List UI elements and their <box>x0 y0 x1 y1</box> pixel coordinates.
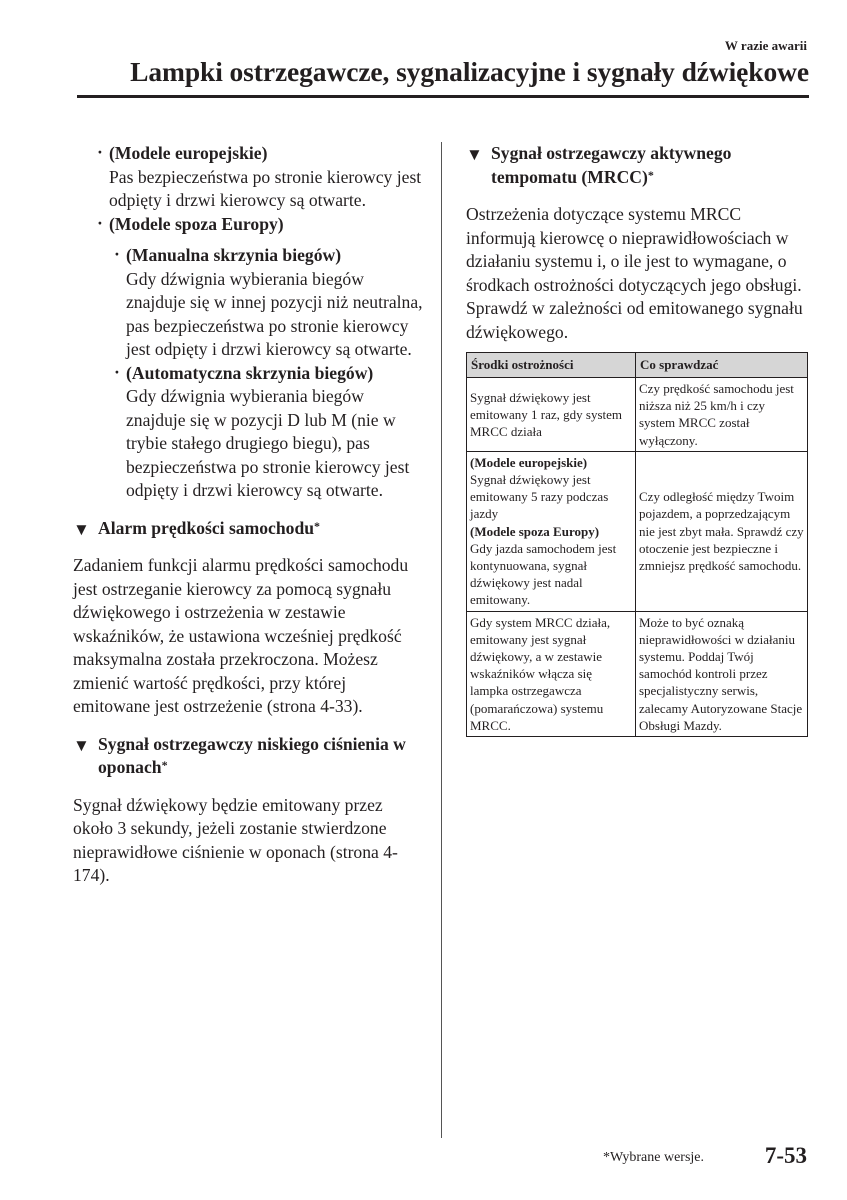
optional-star: * <box>314 518 321 533</box>
cell-text: Sygnał dźwiękowy jest emitowany 5 razy podczas jazdy <box>470 472 609 522</box>
table-cell: Czy odległość między Twoim pojazdem, a poprzedzającym nie jest zbyt mała. Sprawdź czy otoczenie jest bezpieczne i zmniejsz prędkość samochodu. <box>636 451 808 611</box>
bullet-text: Pas bezpieczeństwa po stronie kierowcy jest odpięty i drzwi kierowcy są otwarte. <box>109 166 422 210</box>
bullet-manual-gearbox <box>73 244 423 362</box>
speed-alarm-text: Zadaniem funkcji alarmu prędkości samochodu jest ostrzeganie kierowcy za pomocą sygnału dźwiękowego i ostrzeżenia w zestawie wskaźników, że ustawiona wcześniej prędkość maksymalna została przekroczona. Możesz zmienić wartość prędkości, przy której emitowane jest ostrzeżenie (strona 4-33). <box>73 555 409 716</box>
table-cell: Czy prędkość samochodu jest niższa niż 25 km/h i czy system MRCC został wyłączony. <box>636 378 808 452</box>
bullet-dot: · <box>114 361 120 382</box>
right-column <box>466 142 808 737</box>
table-header-row <box>467 353 808 378</box>
heading-text: Sygnał ostrzegawczy aktywnego tempomatu (MRCC) <box>491 143 732 187</box>
table-cell: Sygnał dźwiękowy jest emitowany 1 raz, gdy system MRCC działa <box>467 378 636 452</box>
heading-text: Sygnał ostrzegawczy niskiego ciśnienia w oponach <box>98 733 406 777</box>
bullet-non-european-models <box>73 213 423 237</box>
bullet-text: Gdy dźwignia wybierania biegów znajduje się w innej pozycji niż neutralna, pas bezpieczeństwa po stronie kierowcy jest odpięty i drzwi kierowcy są otwarte. <box>126 268 423 359</box>
table-header-what-to-check: Co sprawdzać <box>636 353 808 378</box>
bullet-dot: · <box>114 244 120 264</box>
bullet-heading: (Modele spoza Europy) <box>109 213 284 234</box>
bullet-dot: · <box>97 142 103 162</box>
optional-star: * <box>161 758 168 772</box>
table-header-precautions: Środki ostrożności <box>467 353 636 378</box>
mrcc-text-1: Ostrzeżenia dotyczące systemu MRCC informują kierowcę o nieprawidłowościach w działaniu systemu i, o ile jest to wymagane, o środkach ostrożności dotyczących jego obsługi. <box>466 204 802 295</box>
left-column <box>73 142 423 888</box>
page-number: 7-53 <box>764 1143 807 1168</box>
heading-mrcc <box>466 142 808 189</box>
table-row <box>467 451 808 611</box>
cell-text: Gdy jazda samochodem jest kontynuowana, sygnał dźwiękowy jest nadal emitowany. <box>470 540 617 608</box>
table-row <box>467 611 808 736</box>
table-cell: Może to być oznaką nieprawidłowości w działaniu systemu. Poddaj Twój samochód kontroli przez specjalistyczny serwis, zalecamy Autoryzowane Stacje Obsługi Mazdy. <box>636 611 808 736</box>
bullet-heading: (Automatyczna skrzynia biegów) <box>126 362 374 383</box>
optional-star: * <box>647 167 654 182</box>
table-cell: Gdy system MRCC działa, emitowany jest sygnał dźwiękowy, a w zestawie wskaźników włącza się lampka ostrzegawcza (pomarańczowa) systemu MRCC. <box>467 611 636 736</box>
bullet-heading: (Modele europejskie) <box>109 143 268 163</box>
table-cell <box>467 451 636 611</box>
tyre-pressure-text: Sygnał dźwiękowy będzie emitowany przez około 3 sekundy, jeżeli zostanie stwierdzone nieprawidłowe ciśnienie w oponach (strona 4-174). <box>73 794 398 885</box>
triangle-down-icon: ▼ <box>73 735 90 755</box>
triangle-down-icon: ▼ <box>73 519 90 539</box>
page-title: Lampki ostrzegawcze, sygnalizacyjne i sygnały dźwiękowe <box>130 56 809 87</box>
cell-heading: (Modele europejskie) <box>470 454 588 470</box>
heading-tyre-pressure <box>73 733 423 780</box>
heading-speed-alarm <box>73 517 423 541</box>
section-label: W razie awarii <box>724 38 807 53</box>
mrcc-check-table <box>466 352 808 737</box>
bullet-dot: · <box>97 212 103 233</box>
bullet-automatic-gearbox <box>73 362 423 503</box>
triangle-down-icon: ▼ <box>466 145 483 164</box>
footer-note: *Wybrane wersje. <box>603 1150 705 1165</box>
cell-heading: (Modele spoza Europy) <box>470 523 600 539</box>
title-rule <box>77 95 809 98</box>
table-row <box>467 378 808 452</box>
bullet-heading: (Manualna skrzynia biegów) <box>126 245 342 265</box>
bullet-text: Gdy dźwignia wybierania biegów znajduje się w pozycji D lub M (nie w trybie stałego drugiego biegu), pas bezpieczeństwa po stronie kierowcy jest odpięty i drzwi kierowcy są otwarte. <box>126 386 410 500</box>
heading-text: Alarm prędkości samochodu <box>98 517 315 538</box>
column-divider <box>441 142 442 1138</box>
mrcc-text-2: Sprawdź w zależności od emitowanego sygnału dźwiękowego. <box>466 298 803 342</box>
bullet-european-models <box>73 142 423 213</box>
